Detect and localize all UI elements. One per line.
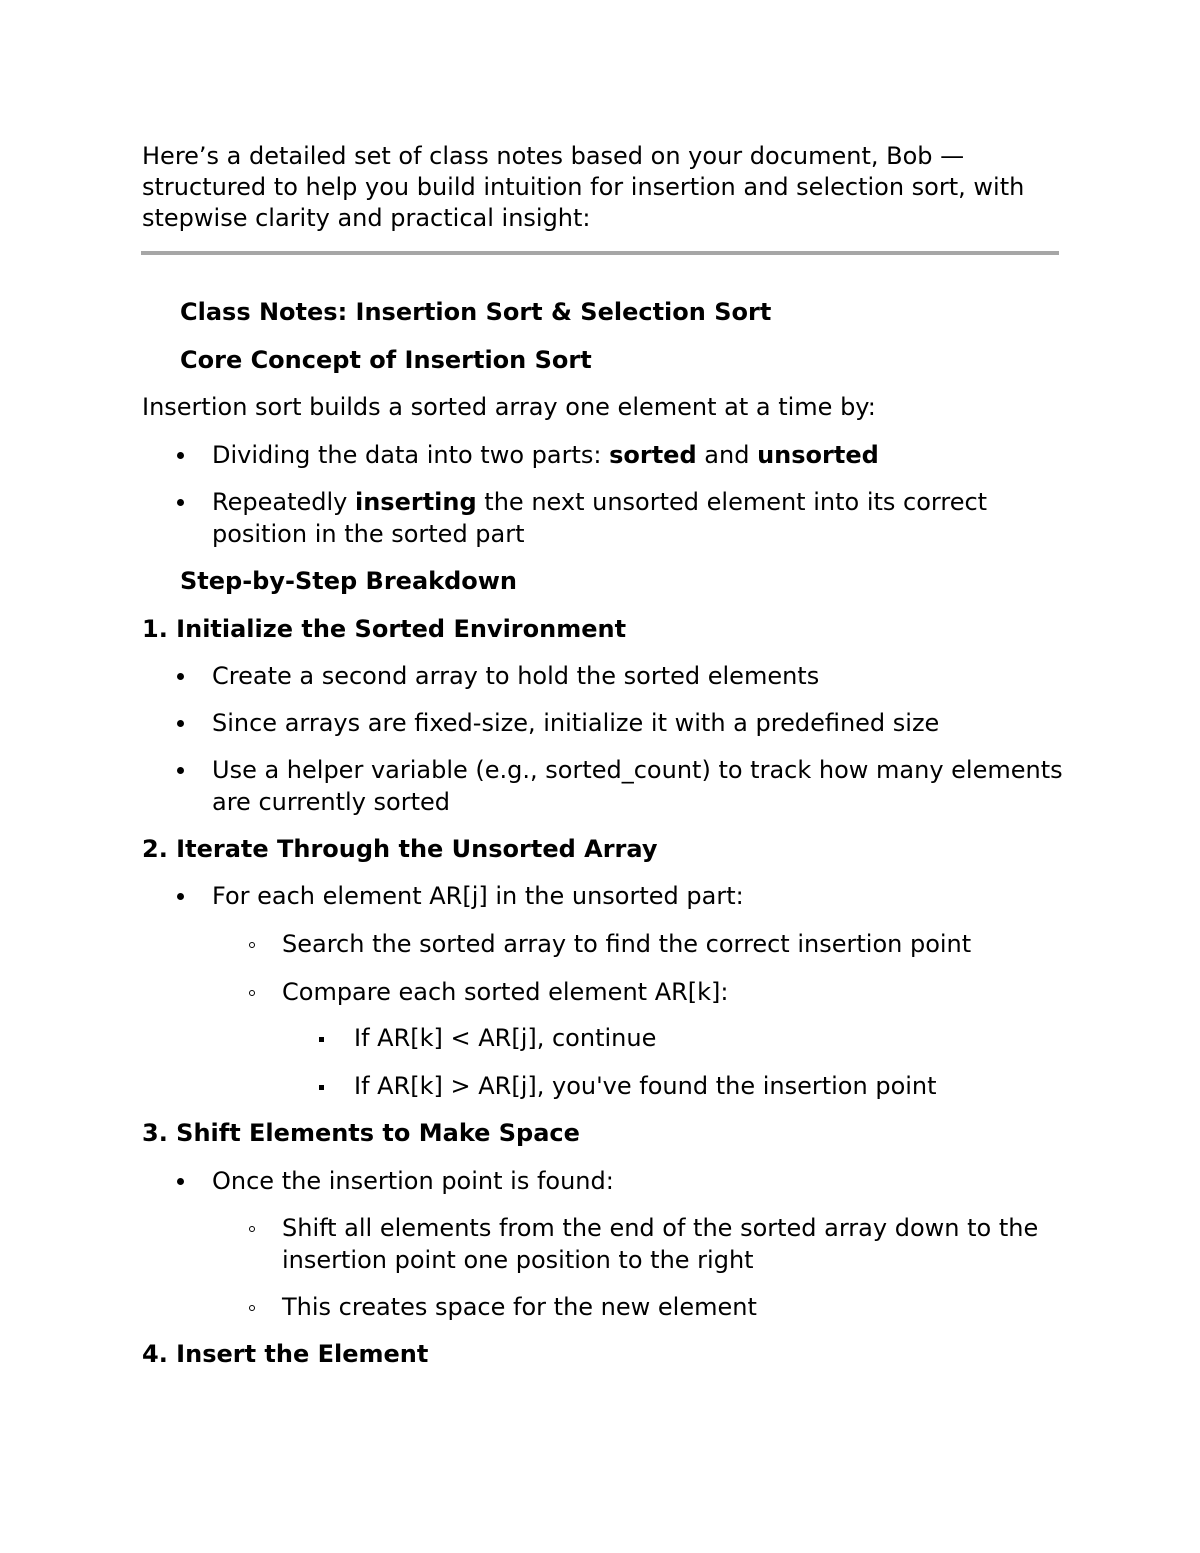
step-3-bullet-1: Once the insertion point is found: [212, 1167, 614, 1195]
sub-bullet-icon [249, 1305, 255, 1311]
core-bullet-2-prefix: Repeatedly [212, 488, 355, 516]
core-bullet-1-sorted: sorted [609, 441, 697, 469]
core-bullet-1 [212, 439, 879, 471]
core-bullet-1-prefix: Dividing the data into two parts: [212, 441, 610, 469]
step-1-heading: 1. Initialize the Sorted Environment [142, 615, 627, 643]
core-bullet-2-line-2: position in the sorted part [212, 520, 525, 548]
step-3-heading: 3. Shift Elements to Make Space [142, 1119, 580, 1147]
step-1-bullet-1: Create a second array to hold the sorted elements [212, 662, 820, 690]
breakdown-heading: Step-by-Step Breakdown [180, 567, 518, 595]
step-3-sub-2: This creates space for the new element [282, 1293, 757, 1321]
bullet-icon [177, 893, 184, 900]
step-3-sub-1-line-2: insertion point one position to the right [282, 1246, 754, 1274]
core-bullet-1-unsorted: unsorted [757, 441, 879, 469]
sub-bullet-icon [249, 990, 255, 996]
core-bullet-2-inserting: inserting [354, 488, 477, 516]
step-2-subsub-1: If AR[k] < AR[j], continue [354, 1024, 657, 1052]
step-2-heading: 2. Iterate Through the Unsorted Array [142, 835, 658, 863]
step-2-sub-1: Search the sorted array to find the correct insertion point [282, 930, 972, 958]
intro-line-3: stepwise clarity and practical insight: [142, 204, 591, 232]
step-2-sub-2: Compare each sorted element AR[k]: [282, 978, 729, 1006]
step-2-bullet-1: For each element AR[j] in the unsorted part: [212, 882, 744, 910]
sub-bullet-icon [249, 942, 255, 948]
bullet-icon [177, 673, 184, 680]
bullet-icon [177, 452, 184, 459]
core-bullet-2-suffix: the next unsorted element into its correct [476, 488, 988, 516]
core-bullet-1-and: and [696, 441, 758, 469]
bullet-icon [177, 499, 184, 506]
bullet-icon [177, 1178, 184, 1185]
intro-line-1: Here’s a detailed set of class notes based on your document, Bob — [142, 142, 965, 170]
square-bullet-icon [319, 1085, 324, 1090]
core-intro-text: Insertion sort builds a sorted array one element at a time by: [142, 393, 876, 421]
intro-line-2: structured to help you build intuition for insertion and selection sort, with [142, 173, 1025, 201]
step-1-bullet-3-line-2: are currently sorted [212, 788, 450, 816]
step-4-heading: 4. Insert the Element [142, 1340, 429, 1368]
horizontal-rule [141, 251, 1059, 255]
core-bullet-2 [212, 486, 987, 518]
bullet-icon [177, 767, 184, 774]
step-1-bullet-2: Since arrays are fixed-size, initialize it with a predefined size [212, 709, 940, 737]
square-bullet-icon [319, 1037, 324, 1042]
notes-title: Class Notes: Insertion Sort & Selection Sort [180, 298, 772, 326]
step-1-bullet-3: Use a helper variable (e.g., sorted_count) to track how many elements [212, 756, 1063, 784]
sub-bullet-icon [249, 1226, 255, 1232]
step-3-sub-1: Shift all elements from the end of the sorted array down to the [282, 1214, 1039, 1242]
bullet-icon [177, 720, 184, 727]
core-concept-heading: Core Concept of Insertion Sort [180, 346, 592, 374]
step-2-subsub-2: If AR[k] > AR[j], you've found the insertion point [354, 1072, 937, 1100]
